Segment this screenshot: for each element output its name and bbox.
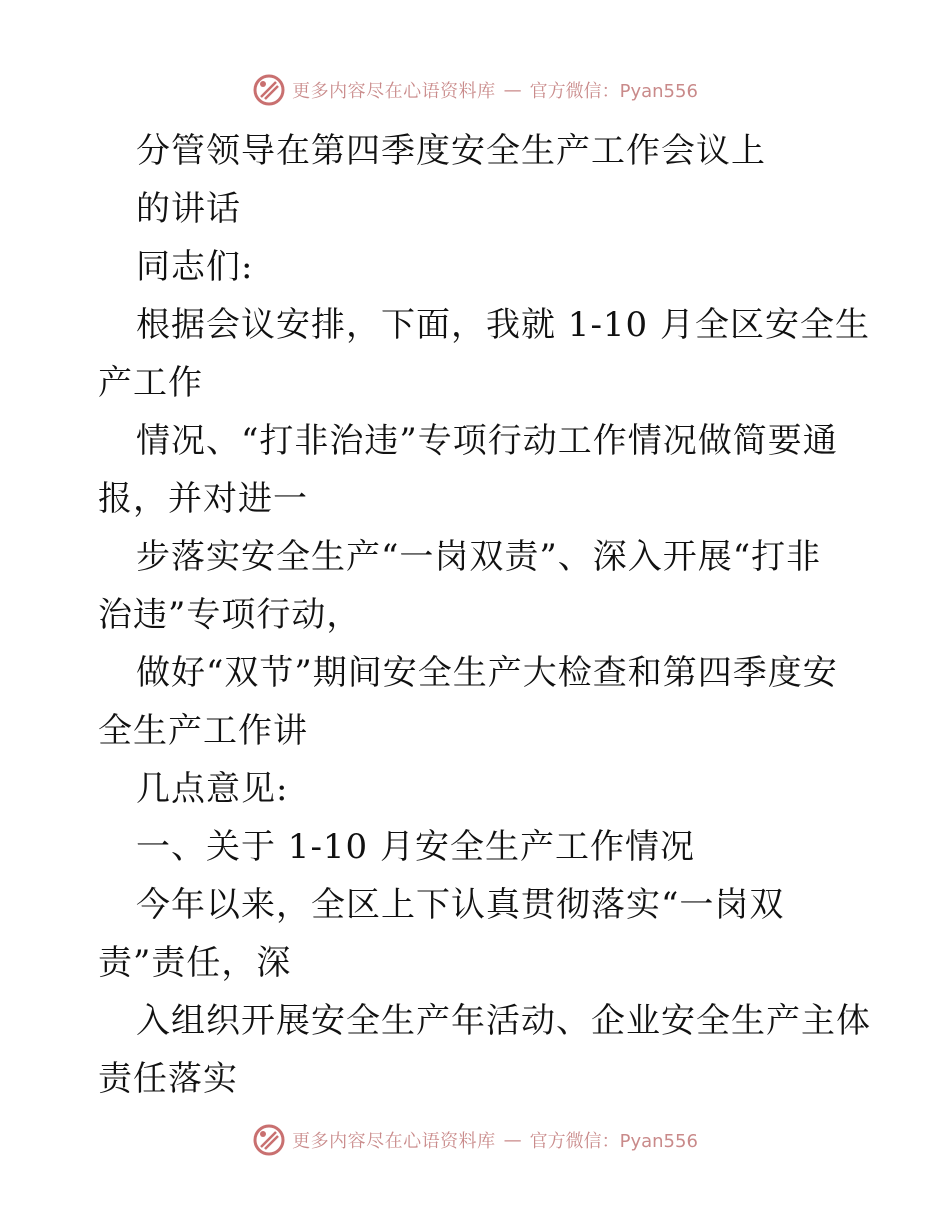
watermark-separator: — xyxy=(503,1129,522,1151)
text-line: 一、关于 1-10 月安全生产工作情况 xyxy=(136,827,695,867)
brand-logo-icon xyxy=(252,73,286,107)
text-line: 今年以来，全区上下认真贯彻落实“一岗双 xyxy=(136,885,785,925)
text-line: 情况、“打非治违”专项行动工作情况做简要通 xyxy=(136,421,838,461)
text-line: 的讲话 xyxy=(136,189,241,229)
text-line: 责任落实 xyxy=(98,1059,238,1099)
text-line: 步落实安全生产“一岗双责”、深入开展“打非 xyxy=(136,537,822,577)
text-line: 全生产工作讲 xyxy=(98,711,308,751)
text-line: 产工作 xyxy=(98,363,203,403)
text-line: 根据会议安排，下面，我就 1-10 月全区安全生 xyxy=(136,305,870,345)
watermark-wechat-text: 官方微信：Pyan556 xyxy=(529,1131,698,1152)
text-line: 责”责任，深 xyxy=(98,943,292,983)
text-line: 入组织开展安全生产年活动、企业安全生产主体 xyxy=(136,1001,871,1041)
text-line: 报，并对进一 xyxy=(98,479,308,519)
text-line: 做好“双节”期间安全生产大检查和第四季度安 xyxy=(136,653,838,693)
brand-logo-icon xyxy=(252,1123,286,1157)
watermark-wechat-text: 官方微信：Pyan556 xyxy=(529,81,698,102)
footer-watermark xyxy=(0,1120,950,1160)
text-line: 同志们: xyxy=(136,247,254,287)
watermark-separator: — xyxy=(503,79,522,101)
watermark-site-text: 更多内容尽在心语资料库 xyxy=(292,1131,496,1152)
document-body xyxy=(98,122,871,1108)
header-watermark xyxy=(0,70,950,110)
text-line: 分管领导在第四季度安全生产工作会议上 xyxy=(136,131,766,171)
text-line: 治违”专项行动， xyxy=(98,595,362,635)
text-line: 几点意见: xyxy=(136,769,289,809)
watermark-site-text: 更多内容尽在心语资料库 xyxy=(292,81,496,102)
